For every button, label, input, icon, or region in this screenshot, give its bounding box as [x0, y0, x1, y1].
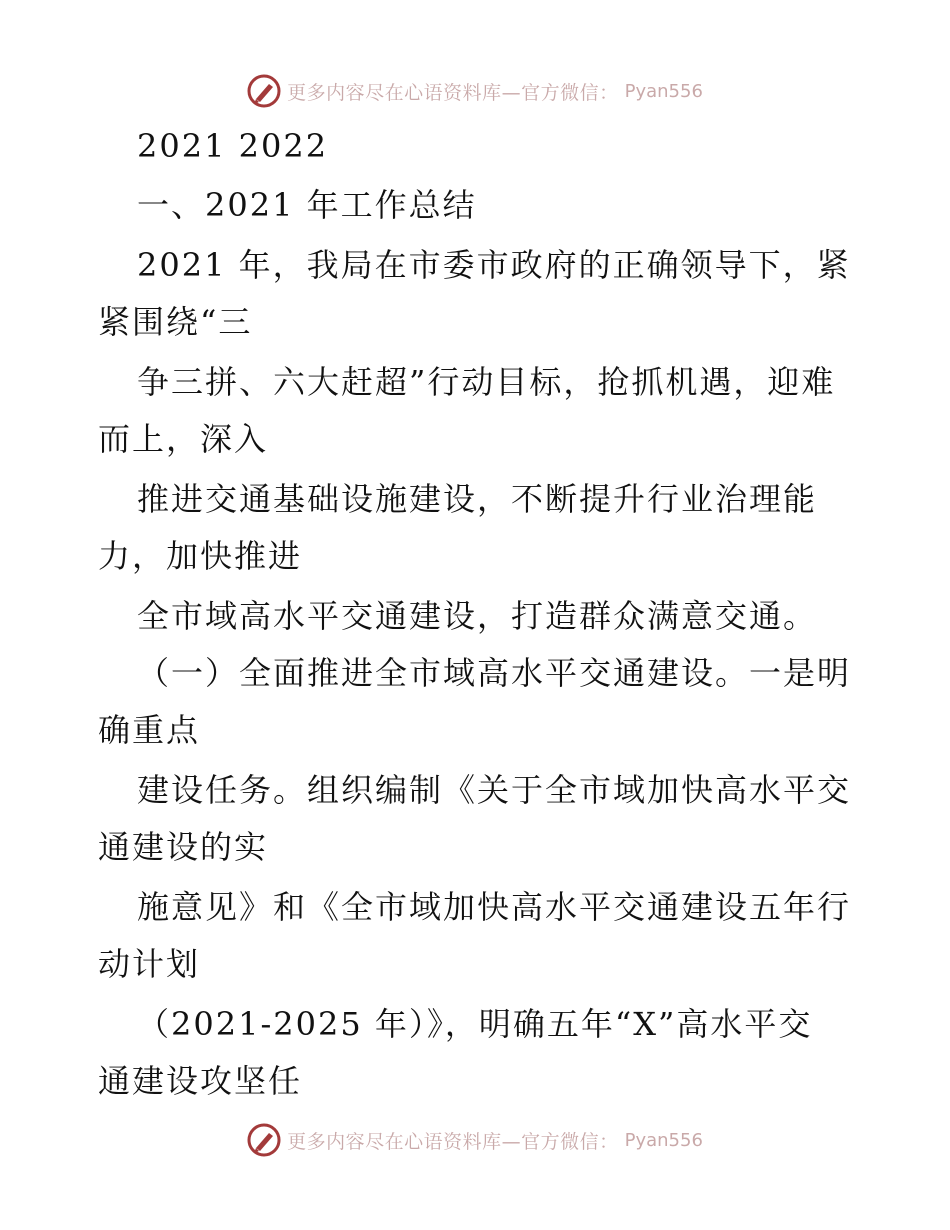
watermark-account: Pyan556 — [624, 80, 703, 102]
section-heading-summary: 一、2021 年工作总结 — [137, 186, 477, 224]
paragraph-line: 紧围绕“三 — [98, 303, 253, 341]
paragraph-line: 建设任务。组织编制《关于全市域加快高水平交 — [137, 771, 852, 809]
paragraph-line: 争三拼、六大赶超”行动目标，抢抓机遇，迎难 — [137, 363, 836, 401]
paragraph-line: 确重点 — [98, 711, 201, 749]
paragraph-line: 施意见》和《全市域加快高水平交通建设五年行 — [137, 888, 852, 926]
paragraph-line: 通建设攻坚任 — [98, 1062, 303, 1100]
watermark-account: Pyan556 — [624, 1129, 703, 1151]
paragraph-line: 全市域高水平交通建设，打造群众满意交通。 — [137, 597, 818, 635]
paragraph-line: 推进交通基础设施建设，不断提升行业治理能 — [137, 480, 818, 518]
paragraph-line: 2021 年，我局在市委市政府的正确领导下，紧 — [137, 246, 851, 284]
subsection-heading: （一）全面推进全市域高水平交通建设。一是明 — [137, 654, 852, 692]
paragraph-line: （2021-2025 年）》，明确五年“X”高水平交 — [137, 1005, 813, 1043]
paragraph-line: 动计划 — [98, 945, 201, 983]
doc-title-years: 2021 2022 — [137, 127, 329, 165]
pen-logo-icon — [247, 1123, 281, 1157]
watermark-text: 更多内容尽在心语资料库—官方微信： — [287, 81, 619, 104]
watermark-text: 更多内容尽在心语资料库—官方微信： — [287, 1130, 619, 1153]
paragraph-line: 通建设的实 — [98, 828, 269, 866]
paragraph-line: 而上，深入 — [98, 420, 269, 458]
paragraph-line: 力，加快推进 — [98, 537, 303, 575]
footer-watermark — [0, 1120, 950, 1160]
